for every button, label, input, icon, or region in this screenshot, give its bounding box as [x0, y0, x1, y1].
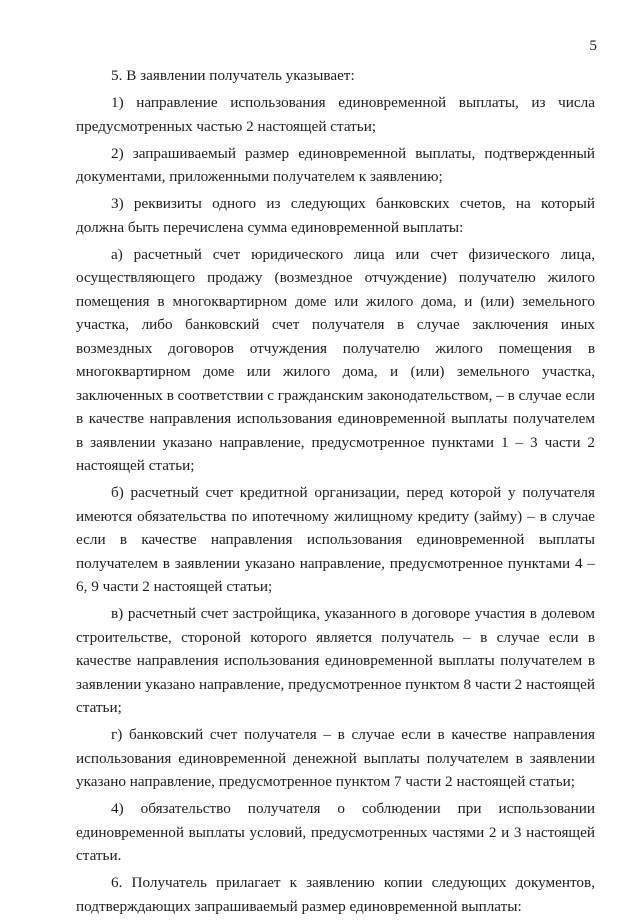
paragraph-subitem-b: б) расчетный счет кредитной организации, перед которой у получателя имеются обязательства по ипотечному жилищному кредиту (займу) – в случае если в качестве направления использования единовременной выплаты получателем в заявлении указано направление, предусмотренное пунктами 4 – 6, 9 части 2 настоящей статьи; [76, 484, 595, 595]
paragraph-subitem-a: а) расчетный счет юридического лица или счет физического лица, осуществляющего продажу (возмездное отчуждение) получателю жилого помещения в многоквартирном доме или жилого дома, и (или) земельного участка, либо банковский счет получателя в случае заключения иных возмездных договоров отчуждения получателю жилого помещения в многоквартирном доме или жилого дома, и (или) земельного участка, заключенных в соответствии с гражданским законодательством, – в случае если в качестве направления использования единовременной выплаты получателем в заявлении указано направление, предусмотренное пунктами 1 – 3 части 2 настоящей статьи; [76, 245, 596, 474]
page-number: 5 [589, 37, 597, 54]
paragraph-6-intro: 6. Получатель прилагает к заявлению копии следующих документов, подтверждающих запрашиваемый размер единовременной выплаты: [76, 874, 595, 915]
document-body [76, 64, 595, 922]
paragraph-item-1: 1) направление использования единовременной выплаты, из числа предусмотренных частью 2 настоящей статьи; [76, 94, 595, 135]
paragraph-item-2: 2) запрашиваемый размер единовременной выплаты, подтвержденный документами, приложенными получателем к заявлению; [76, 144, 595, 185]
paragraph-5-intro: 5. В заявлении получатель указывает: [111, 67, 355, 84]
paragraph-subitem-v: в) расчетный счет застройщика, указанного в договоре участия в долевом строительстве, стороной которого является получатель – в случае если в качестве направления использования единовременной выплаты получателем в заявлении указано направление, предусмотренное пунктом 8 части 2 настоящей статьи; [76, 605, 595, 716]
paragraph-item-3: 3) реквизиты одного из следующих банковских счетов, на который должна быть перечислена сумма единовременной выплаты: [76, 195, 595, 236]
paragraph-subitem-g: г) банковский счет получателя – в случае если в качестве направления использования единовременной денежной выплаты получателем в заявлении указано направление, предусмотренное пунктом 7 части 2 настоящей статьи; [76, 726, 595, 790]
paragraph-item-4: 4) обязательство получателя о соблюдении при использовании единовременной выплаты условий, предусмотренных частями 2 и 3 настоящей статьи. [76, 800, 595, 864]
